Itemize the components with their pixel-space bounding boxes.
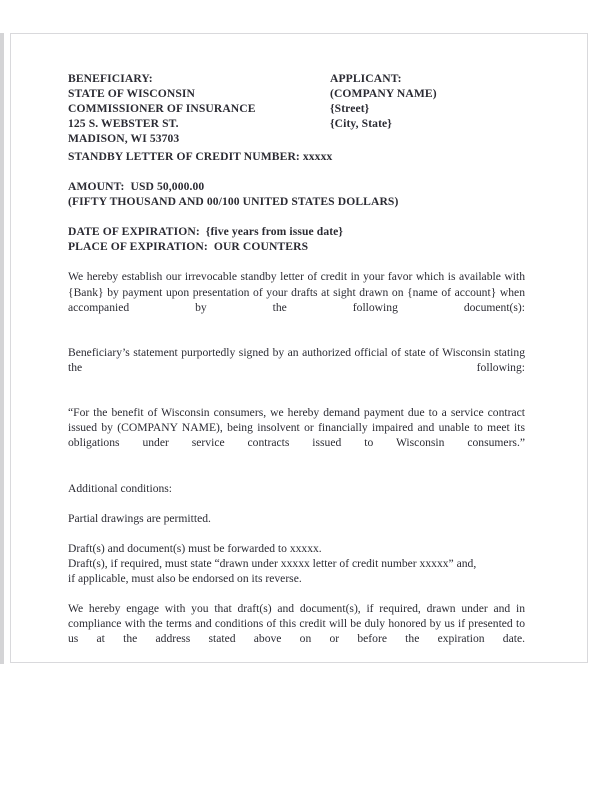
document-page — [10, 33, 588, 663]
partial-drawings-line: Partial drawings are permitted. — [68, 511, 211, 525]
expiration-block — [68, 224, 525, 254]
beneficiary-line-3: 125 S. WEBSTER ST. — [68, 117, 179, 131]
credit-number-block — [68, 149, 525, 164]
canvas-left-edge — [0, 33, 4, 664]
document-body — [68, 71, 525, 676]
applicant-block — [330, 71, 437, 131]
amount-line: AMOUNT: USD 50,000.00 — [68, 180, 205, 194]
drafts-line-2: Draft(s), if required, must state “drawn under xxxxx letter of credit number xxxxx” and, — [68, 556, 477, 570]
amount-words-line: (FIFTY THOUSAND AND 00/100 UNITED STATES DOLLARS) — [68, 195, 399, 209]
expiration-place-line: PLACE OF EXPIRATION: OUR COUNTERS — [68, 240, 309, 254]
beneficiary-line-1: STATE OF WISCONSIN — [68, 87, 196, 101]
beneficiary-label: BENEFICIARY: — [68, 72, 153, 85]
beneficiary-line-4: MADISON, WI 53703 — [68, 132, 180, 146]
amount-block — [68, 179, 525, 209]
engagement-paragraph: We hereby engage with you that draft(s) and document(s), if required, drawn under and in compliance with the terms and conditions of this credit will be duly honored by us if presented to us at the address stated above on or before the expiration date. — [68, 601, 525, 646]
establish-paragraph: We hereby establish our irrevocable standby letter of credit in your favor which is available with {Bank} by payment upon presentation of your drafts at sight drawn on {name of account} when accompanied by the following document(s): — [68, 270, 525, 314]
drafts-line-3: if applicable, must also be endorsed on its reverse. — [68, 571, 302, 585]
quoted-demand-paragraph: “For the benefit of Wisconsin consumers, we hereby demand payment due to a service contract issued by (COMPANY NAME), being insolvent or financially impaired and unable to meet its obligations under service contracts issued to Wisconsin consumers.” — [68, 406, 525, 450]
address-block — [68, 71, 525, 149]
applicant-line-2: {Street} — [330, 102, 370, 116]
credit-number-line: STANDBY LETTER OF CREDIT NUMBER: xxxxx — [68, 150, 333, 163]
expiration-date-line: DATE OF EXPIRATION: {five years from issue date} — [68, 225, 344, 239]
applicant-line-1: (COMPANY NAME) — [330, 87, 437, 101]
applicant-line-3: {City, State} — [330, 117, 392, 131]
statement-paragraph: Beneficiary’s statement purportedly signed by an authorized official of state of Wisconsin stating the following: — [68, 345, 525, 374]
drafts-line-1: Draft(s) and document(s) must be forwarded to xxxxx. — [68, 541, 322, 555]
drafts-block — [68, 541, 525, 586]
beneficiary-block — [68, 71, 256, 146]
additional-conditions-heading: Additional conditions: — [68, 481, 173, 495]
beneficiary-line-2: COMMISSIONER OF INSURANCE — [68, 102, 256, 116]
applicant-label: APPLICANT: — [330, 72, 402, 85]
